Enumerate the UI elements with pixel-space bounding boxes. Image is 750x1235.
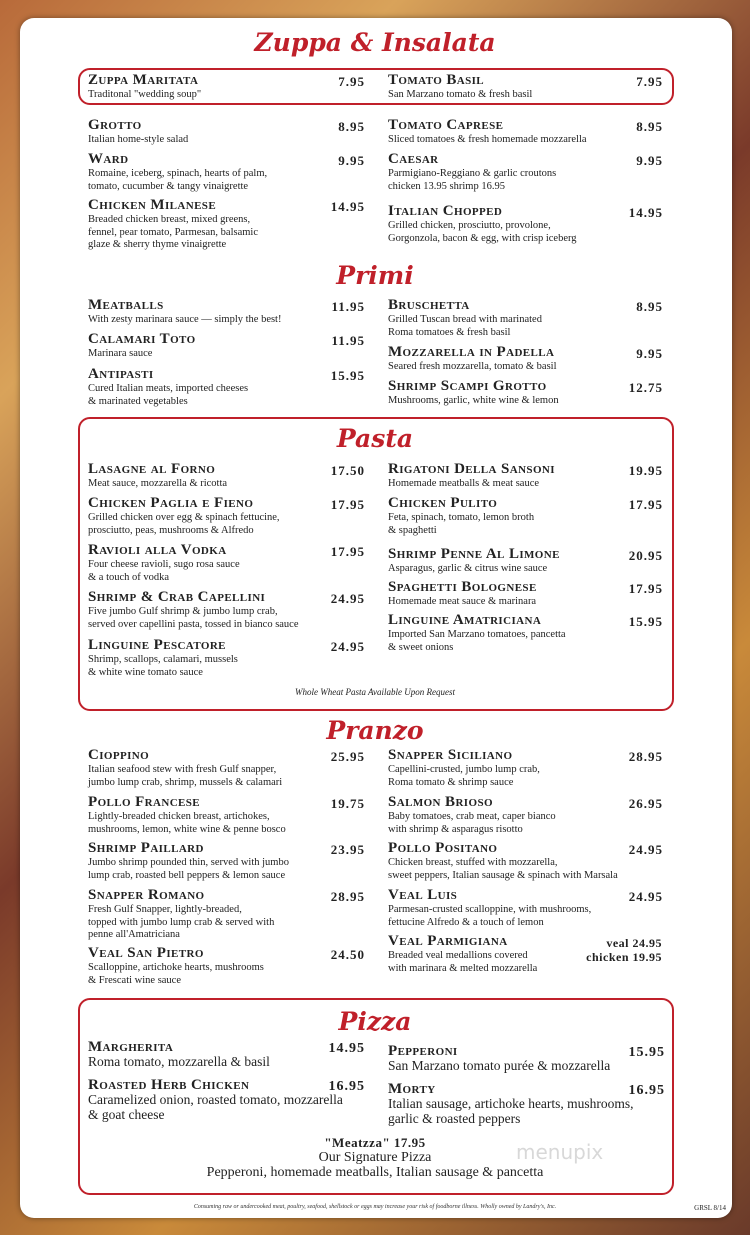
item-price: 24.95	[330, 639, 365, 654]
item-description: Shrimp, scallops, calamari, mussels & white wine tomato sauce	[88, 654, 238, 678]
item-price: 17.95	[330, 497, 365, 512]
item-name: Linguine Amatriciana	[388, 612, 542, 628]
item-price: 28.95	[330, 889, 365, 904]
item-name: Caesar	[388, 151, 439, 167]
item-price: 19.95	[628, 463, 663, 478]
item-name: Morty	[388, 1081, 436, 1097]
item-price: 14.95	[330, 199, 365, 214]
item-price: 16.95	[628, 1083, 665, 1098]
meatzza-description: Pepperoni, homemade meatballs, Italian sausage & pancetta	[206, 1165, 544, 1180]
veal-parm-prices: veal 24.95 chicken 19.95	[586, 936, 662, 964]
section-title-pranzo: Pranzo	[326, 716, 424, 745]
item-price: 9.95	[636, 153, 663, 168]
item-price: 24.95	[628, 889, 663, 904]
item-description: Roma tomato, mozzarella & basil	[88, 1054, 270, 1069]
meatzza-subtitle: Our Signature Pizza	[318, 1150, 432, 1165]
item-price: 8.95	[338, 119, 365, 134]
item-price: 15.95	[628, 1045, 665, 1060]
item-price: 11.95	[331, 299, 365, 314]
item-description: Sliced tomatoes & fresh homemade mozzarella	[388, 134, 587, 145]
item-description: Traditonal "wedding soup"	[88, 89, 202, 100]
item-description: Meat sauce, mozzarella & ricotta	[88, 478, 228, 489]
item-price: 15.95	[330, 368, 365, 383]
item-price: 25.95	[330, 749, 365, 764]
item-name: Meatballs	[88, 297, 164, 313]
item-name: Pollo Positano	[388, 840, 498, 856]
item-price: 15.95	[628, 614, 663, 629]
item-description: Scalloppine, artichoke hearts, mushrooms & Frescati wine sauce	[88, 962, 264, 986]
item-name: Shrimp Penne Al Limone	[388, 546, 560, 562]
item-description: Caramelized onion, roasted tomato, mozzarella & goat cheese	[88, 1092, 343, 1122]
item-description: Homemade meat sauce & marinara	[388, 596, 537, 607]
item-price: 8.95	[636, 299, 663, 314]
item-price: 7.95	[636, 74, 663, 89]
item-price: 9.95	[636, 346, 663, 361]
item-name: Cioppino	[88, 747, 150, 763]
item-name: Calamari Toto	[88, 331, 196, 347]
item-name: Zuppa Maritata	[88, 72, 199, 88]
item-description: Five jumbo Gulf shrimp & jumbo lump crab, served over capellini pasta, tossed in bianco sauce	[88, 606, 299, 630]
item-description: Asparagus, garlic & citrus wine sauce	[388, 563, 548, 574]
item-name: Tomato Caprese	[388, 117, 504, 133]
item-price: 28.95	[628, 749, 663, 764]
item-name: Chicken Paglia e Fieno	[88, 495, 254, 511]
item-name: Rigatoni Della Sansoni	[388, 461, 555, 477]
section-title-pizza: Pizza	[338, 1007, 412, 1036]
item-price: 16.95	[328, 1079, 365, 1094]
section-title-zuppa: Zuppa & Insalata	[254, 28, 496, 57]
item-description: Jumbo shrimp pounded thin, served with jumbo lump crab, roasted bell peppers & lemon sauce	[88, 857, 289, 881]
item-name: Chicken Milanese	[88, 197, 217, 213]
item-description: Capellini-crusted, jumbo lump crab, Roma tomato & shrimp sauce	[388, 764, 540, 788]
item-name: Veal Parmigiana	[388, 933, 508, 949]
item-description: Seared fresh mozzarella, tomato & basil	[388, 361, 557, 372]
item-name: Antipasti	[88, 366, 154, 382]
item-description: Feta, spinach, tomato, lemon broth & spaghetti	[388, 512, 535, 536]
item-description: Four cheese ravioli, sugo rosa sauce & a touch of vodka	[88, 559, 240, 583]
item-price: 11.95	[331, 333, 365, 348]
item-price: 17.95	[628, 581, 663, 596]
item-name: Tomato Basil	[388, 72, 484, 88]
section-title-pasta: Pasta	[336, 424, 414, 453]
item-description: Homemade meatballs & meat sauce	[388, 478, 540, 489]
item-price: 7.95	[338, 74, 365, 89]
item-name: Salmon Brioso	[388, 794, 493, 810]
item-name: Lasagne al Forno	[88, 461, 216, 477]
item-price: 17.95	[330, 544, 365, 559]
item-description: Italian seafood stew with fresh Gulf snapper, jumbo lump crab, shrimp, mussels & calamari	[88, 764, 283, 788]
item-description: Chicken breast, stuffed with mozzarella, sweet peppers, Italian sausage & spinach with Marsala	[388, 857, 618, 881]
item-price: 17.50	[330, 463, 365, 478]
item-price: 23.95	[330, 842, 365, 857]
item-name: Linguine Pescatore	[88, 637, 226, 653]
item-price: 9.95	[338, 153, 365, 168]
item-description: Grilled chicken over egg & spinach fettucine, prosciutto, peas, mushrooms & Alfredo	[88, 512, 280, 536]
item-description: Romaine, iceberg, spinach, hearts of palm, tomato, cucumber & tangy vinaigrette	[88, 168, 268, 192]
menupix-watermark: menupix	[516, 1140, 604, 1164]
item-price: 19.75	[330, 796, 365, 811]
item-description: Mushrooms, garlic, white wine & lemon	[388, 395, 559, 406]
item-name: Grotto	[88, 117, 142, 133]
item-price: 17.95	[628, 497, 663, 512]
pasta-note: Whole Wheat Pasta Available Upon Request	[294, 687, 456, 697]
item-name: Spaghetti Bolognese	[388, 579, 537, 595]
item-description: Baby tomatoes, crab meat, caper bianco with shrimp & asparagus risotto	[388, 811, 556, 835]
item-description: Fresh Gulf Snapper, lightly-breaded, topped with jumbo lump crab & served with penne all'Amatriciana	[88, 904, 275, 940]
item-name: Chicken Pulito	[388, 495, 498, 511]
item-name: Ravioli alla Vodka	[88, 542, 227, 558]
item-name: Snapper Romano	[88, 887, 205, 903]
item-name: Shrimp Paillard	[88, 840, 204, 856]
item-name: Ward	[88, 151, 129, 167]
item-price: 8.95	[636, 119, 663, 134]
item-name: Italian Chopped	[388, 203, 503, 219]
item-name: Pepperoni	[388, 1043, 458, 1059]
item-price: 24.95	[330, 591, 365, 606]
item-description: Imported San Marzano tomatoes, pancetta & sweet onions	[388, 629, 566, 653]
meatzza-name: "Meatzza" 17.95	[324, 1135, 426, 1150]
item-name: Snapper Siciliano	[388, 747, 513, 763]
item-description: Breaded chicken breast, mixed greens, fennel, pear tomato, Parmesan, balsamic glaze & sherry thyme vinaigrette	[88, 214, 258, 250]
item-name: Shrimp & Crab Capellini	[88, 589, 266, 605]
item-price: 12.75	[628, 380, 663, 395]
item-description: Parmigiano-Reggiano & garlic croutons chicken 13.95 shrimp 16.95	[388, 168, 557, 192]
item-description: Italian sausage, artichoke hearts, mushrooms, garlic & roasted peppers	[388, 1096, 634, 1126]
item-description: With zesty marinara sauce — simply the best!	[88, 314, 282, 325]
item-description: Italian home-style salad	[88, 134, 189, 145]
item-description: Cured Italian meats, imported cheeses & marinated vegetables	[88, 383, 249, 407]
section-title-primi: Primi	[336, 261, 414, 290]
item-description: San Marzano tomato & fresh basil	[388, 89, 533, 100]
item-price: 20.95	[628, 548, 663, 563]
menu-code: GRSL 8/14	[694, 1204, 726, 1212]
item-name: Mozzarella in Padella	[388, 344, 555, 360]
item-name: Roasted Herb Chicken	[88, 1077, 250, 1093]
item-name: Veal San Pietro	[88, 945, 204, 961]
item-price: 14.95	[328, 1041, 365, 1056]
footer-disclaimer: Consuming raw or undercooked meat, poultry, seafood, shellstock or eggs may increase your risk of foodborne illness. Wholly owned by Landry's, Inc.	[193, 1204, 557, 1210]
item-price: 14.95	[628, 205, 663, 220]
item-description: Parmesan-crusted scalloppine, with mushrooms, fettucine Alfredo & a touch of lemon	[388, 904, 592, 928]
item-price: 24.95	[628, 842, 663, 857]
item-name: Margherita	[88, 1039, 174, 1055]
item-description: Marinara sauce	[88, 348, 153, 359]
item-name: Shrimp Scampi Grotto	[388, 378, 547, 394]
item-description: Grilled Tuscan bread with marinated Roma tomatoes & fresh basil	[388, 314, 542, 338]
item-description: San Marzano tomato purée & mozzarella	[388, 1058, 611, 1073]
item-price: 26.95	[628, 796, 663, 811]
item-name: Veal Luis	[388, 887, 458, 903]
item-description: Breaded veal medallions covered with marinara & melted mozzarella	[388, 950, 538, 974]
item-description: Lightly-breaded chicken breast, artichokes, mushrooms, lemon, white wine & penne bosco	[88, 811, 286, 835]
item-description: Grilled chicken, prosciutto, provolone, Gorgonzola, bacon & egg, with crisp iceberg	[388, 220, 577, 244]
item-name: Pollo Francese	[88, 794, 201, 810]
item-name: Bruschetta	[388, 297, 470, 313]
item-price: 24.50	[330, 947, 365, 962]
